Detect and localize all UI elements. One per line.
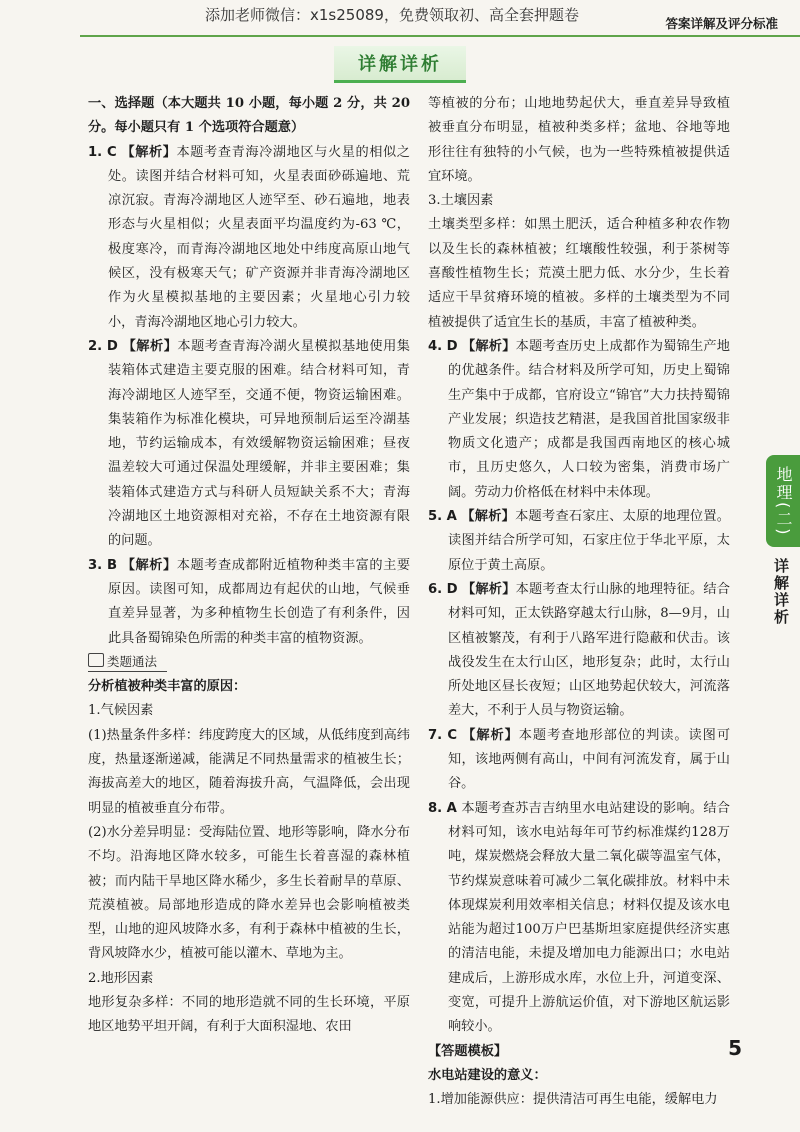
question-text: 本题考查太行山脉的地理特征。结合材料可知，正太铁路穿越太行山脉，8—9月，山区植被繁茂，有利于八路军进行隐蔽和伏击。该战役发生在太行山区，地形复杂；此时，太行山所处地区昼长夜短；山区地势起伏较大，河流落差大，不利于人员与物资运输。 — [448, 581, 730, 719]
answer-letter: A — [446, 800, 457, 816]
question-6 — [428, 578, 730, 724]
analysis-tag: 【解析】 — [461, 338, 516, 354]
template-title: 【答题模板】 — [428, 1043, 508, 1059]
section-side-label: 详解详析 — [772, 558, 790, 626]
tips-box-title — [88, 653, 167, 672]
question-text: 本题考查青海冷湖地区与火星的相似之处。读图并结合材料可知，火星表面砂砾遍地、荒凉沉寂。青海冷湖地区人迹罕至、砂石遍地，地表形态与火星相似；火星表面平均温度约为-63 ℃，极度寒冷，而青海冷湖地区地处中纬度高原山地气候区，没有极寒天气；矿产资源并非青海冷湖地区作为火星模拟基地的主要因素；火星地心引力较小，青海冷湖地区地心引力较大。 — [108, 144, 410, 330]
question-5 — [428, 505, 730, 578]
template-point-1: 1.增加能源供应：提供清洁可再生电能，缓解电力 — [428, 1092, 718, 1108]
climate-title: 1.气候因素 — [88, 703, 154, 719]
left-column — [88, 92, 410, 1040]
climate-point-1: (1)热量条件多样：纬度跨度大的区域，从低纬度到高纬度，热量逐渐递减，能满足不同热量需求的植被生长；海拔高差大的地区，随着海拔升高，气温降低，会出现明显的植被垂直分布带。 — [88, 727, 410, 816]
analysis-tag: 【解析】 — [121, 144, 177, 160]
terrain-text: 地形复杂多样：不同的地形造就不同的生长环境，平原地区地势平坦开阔，有利于大面积湿地、农田 — [88, 994, 410, 1035]
question-text: 本题考查苏吉吉纳里水电站建设的影响。结合材料可知，该水电站每年可节约标准煤约128万吨，煤炭燃烧会释放大量二氧化碳等温室气体，节约煤炭意味着可减少二氧化碳排放。材料中未体现煤炭利用效率相关信息；材料仅提及该水电站能为超过100万户巴基斯坦家庭提供经济实惠的清洁电能，未提及增加电力能源出口；水电站建成后，上游形成水库，水位上升，河道变深、变宽，可提升上游航运价值，对下游地区航运影响较小。 — [448, 800, 730, 1035]
question-2 — [88, 335, 410, 554]
answer-letter: C — [106, 144, 117, 160]
answer-letter: C — [447, 727, 458, 743]
question-number: 6. — [428, 581, 443, 597]
analysis-tag: 【解析】 — [462, 727, 519, 743]
header-label: 答案详解及评分标准 — [665, 16, 778, 31]
question-number: 7. — [428, 727, 443, 743]
page-title: 详解详析 — [334, 46, 466, 83]
question-number: 5. — [428, 509, 443, 525]
question-number: 3. — [88, 557, 103, 573]
right-column — [428, 92, 730, 1112]
question-3 — [88, 554, 410, 651]
question-4 — [428, 335, 730, 505]
soil-text: 土壤类型多样：如黑土肥沃，适合种植多种农作物以及生长的森林植被；红壤酸性较强，利于茶树等喜酸性植物生长；荒漠土肥力低、水分少，生长着适应干旱贫瘠环境的植被。多样的土壤类型为不同植被提供了适宜生长的基质，丰富了植被种类。 — [428, 217, 730, 330]
template-heading: 水电站建设的意义： — [428, 1067, 547, 1083]
question-8 — [428, 797, 730, 1040]
analysis-tag: 【解析】 — [122, 338, 178, 354]
answer-letter: D — [106, 338, 118, 354]
answer-letter: D — [446, 581, 458, 597]
analysis-tag: 【解析】 — [461, 509, 516, 525]
question-number: 4. — [428, 338, 443, 354]
book-icon — [88, 653, 104, 667]
climate-point-2: (2)水分差异明显：受海陆位置、地形等影响，降水分布不均。沿海地区降水较多，可能生长着喜湿的森林植被；而内陆干旱地区降水稀少，多生长着耐旱的草原、荒漠植被。局部地形造成的降水差异也会影响植被类型，山地的迎风坡降水多，有利于森林中植被的生长，背风坡降水少，植被可能以灌木、草地为主。 — [88, 824, 410, 962]
terrain-continued: 等植被的分布；山地地势起伏大，垂直差异导致植被垂直分布明显，植被种类多样；盆地、谷地等地形往往有独特的小气候，也为一些特殊植被提供适宜环境。 — [428, 96, 730, 184]
section-heading: 一、选择题（本大题共 10 小题，每小题 2 分，共 20 分。每小题只有 1 个选项符合题意） — [88, 96, 410, 136]
analysis-tag: 【解析】 — [121, 557, 177, 573]
question-text: 本题考查成都附近植物种类丰富的主要原因。读图可知，成都周边有起伏的山地，气候垂直差异显著，为多种植物生长创造了有利条件，因此具备蜀锦染色所需的种类丰富的植物资源。 — [108, 557, 411, 646]
question-number: 2. — [88, 338, 103, 354]
title-wrap — [0, 46, 800, 83]
answer-letter: B — [106, 557, 118, 573]
soil-title: 3.土壤因素 — [428, 193, 494, 209]
question-text: 本题考查石家庄、太原的地理位置。读图并结合所学可知，石家庄位于华北平原，太原位于黄土高原。 — [448, 509, 730, 573]
question-number: 1. — [88, 144, 103, 160]
question-text: 本题考查地形部位的判读。读图可知，该地两侧有高山，中间有河流发育，属于山谷。 — [448, 727, 731, 792]
tips-heading: 分析植被种类丰富的原因： — [88, 679, 247, 695]
question-text: 本题考查青海冷湖火星模拟基地使用集装箱体式建造主要克服的困难。结合材料可知，青海冷湖地区人迹罕至，交通不便，物资运输困难。集装箱作为标准化模块，可异地预制后运至冷湖基地，节约运输成本，有效缓解物资运输困难；昼夜温差较大可通过保温处理缓解，并非主要困难；集装箱体式建造方式与科研人员短缺关系不大；青海冷湖地区土地资源相对充裕，不存在土地资源有限的问题。 — [108, 338, 410, 549]
header-divider — [80, 35, 800, 37]
subject-tab: 地理(二) — [766, 455, 800, 547]
question-number: 8. — [428, 800, 443, 816]
analysis-tag: 【解析】 — [461, 581, 516, 597]
answer-letter: A — [446, 509, 457, 525]
terrain-title: 2.地形因素 — [88, 970, 154, 986]
tips-box-label: 类题通法 — [107, 653, 158, 669]
question-7 — [428, 724, 730, 797]
question-1 — [88, 141, 410, 335]
answer-letter: D — [446, 338, 458, 354]
question-text: 本题考查历史上成都作为蜀锦生产地的优越条件。结合材料及所学可知，历史上蜀锦生产集中于成都，官府设立“锦官”大力扶持蜀锦产业发展；织造技艺精湛，是我国首批国家级非物质文化遗产；成都是我国西南地区的核心城市，且历史悠久，人口较为密集，消费市场广阔。劳动力价格低在材料中未体现。 — [448, 338, 730, 500]
page-number: 5 — [728, 1036, 742, 1060]
watermark: 添加老师微信：x1s25089，免费领取初、高全套押题卷 — [205, 6, 579, 24]
